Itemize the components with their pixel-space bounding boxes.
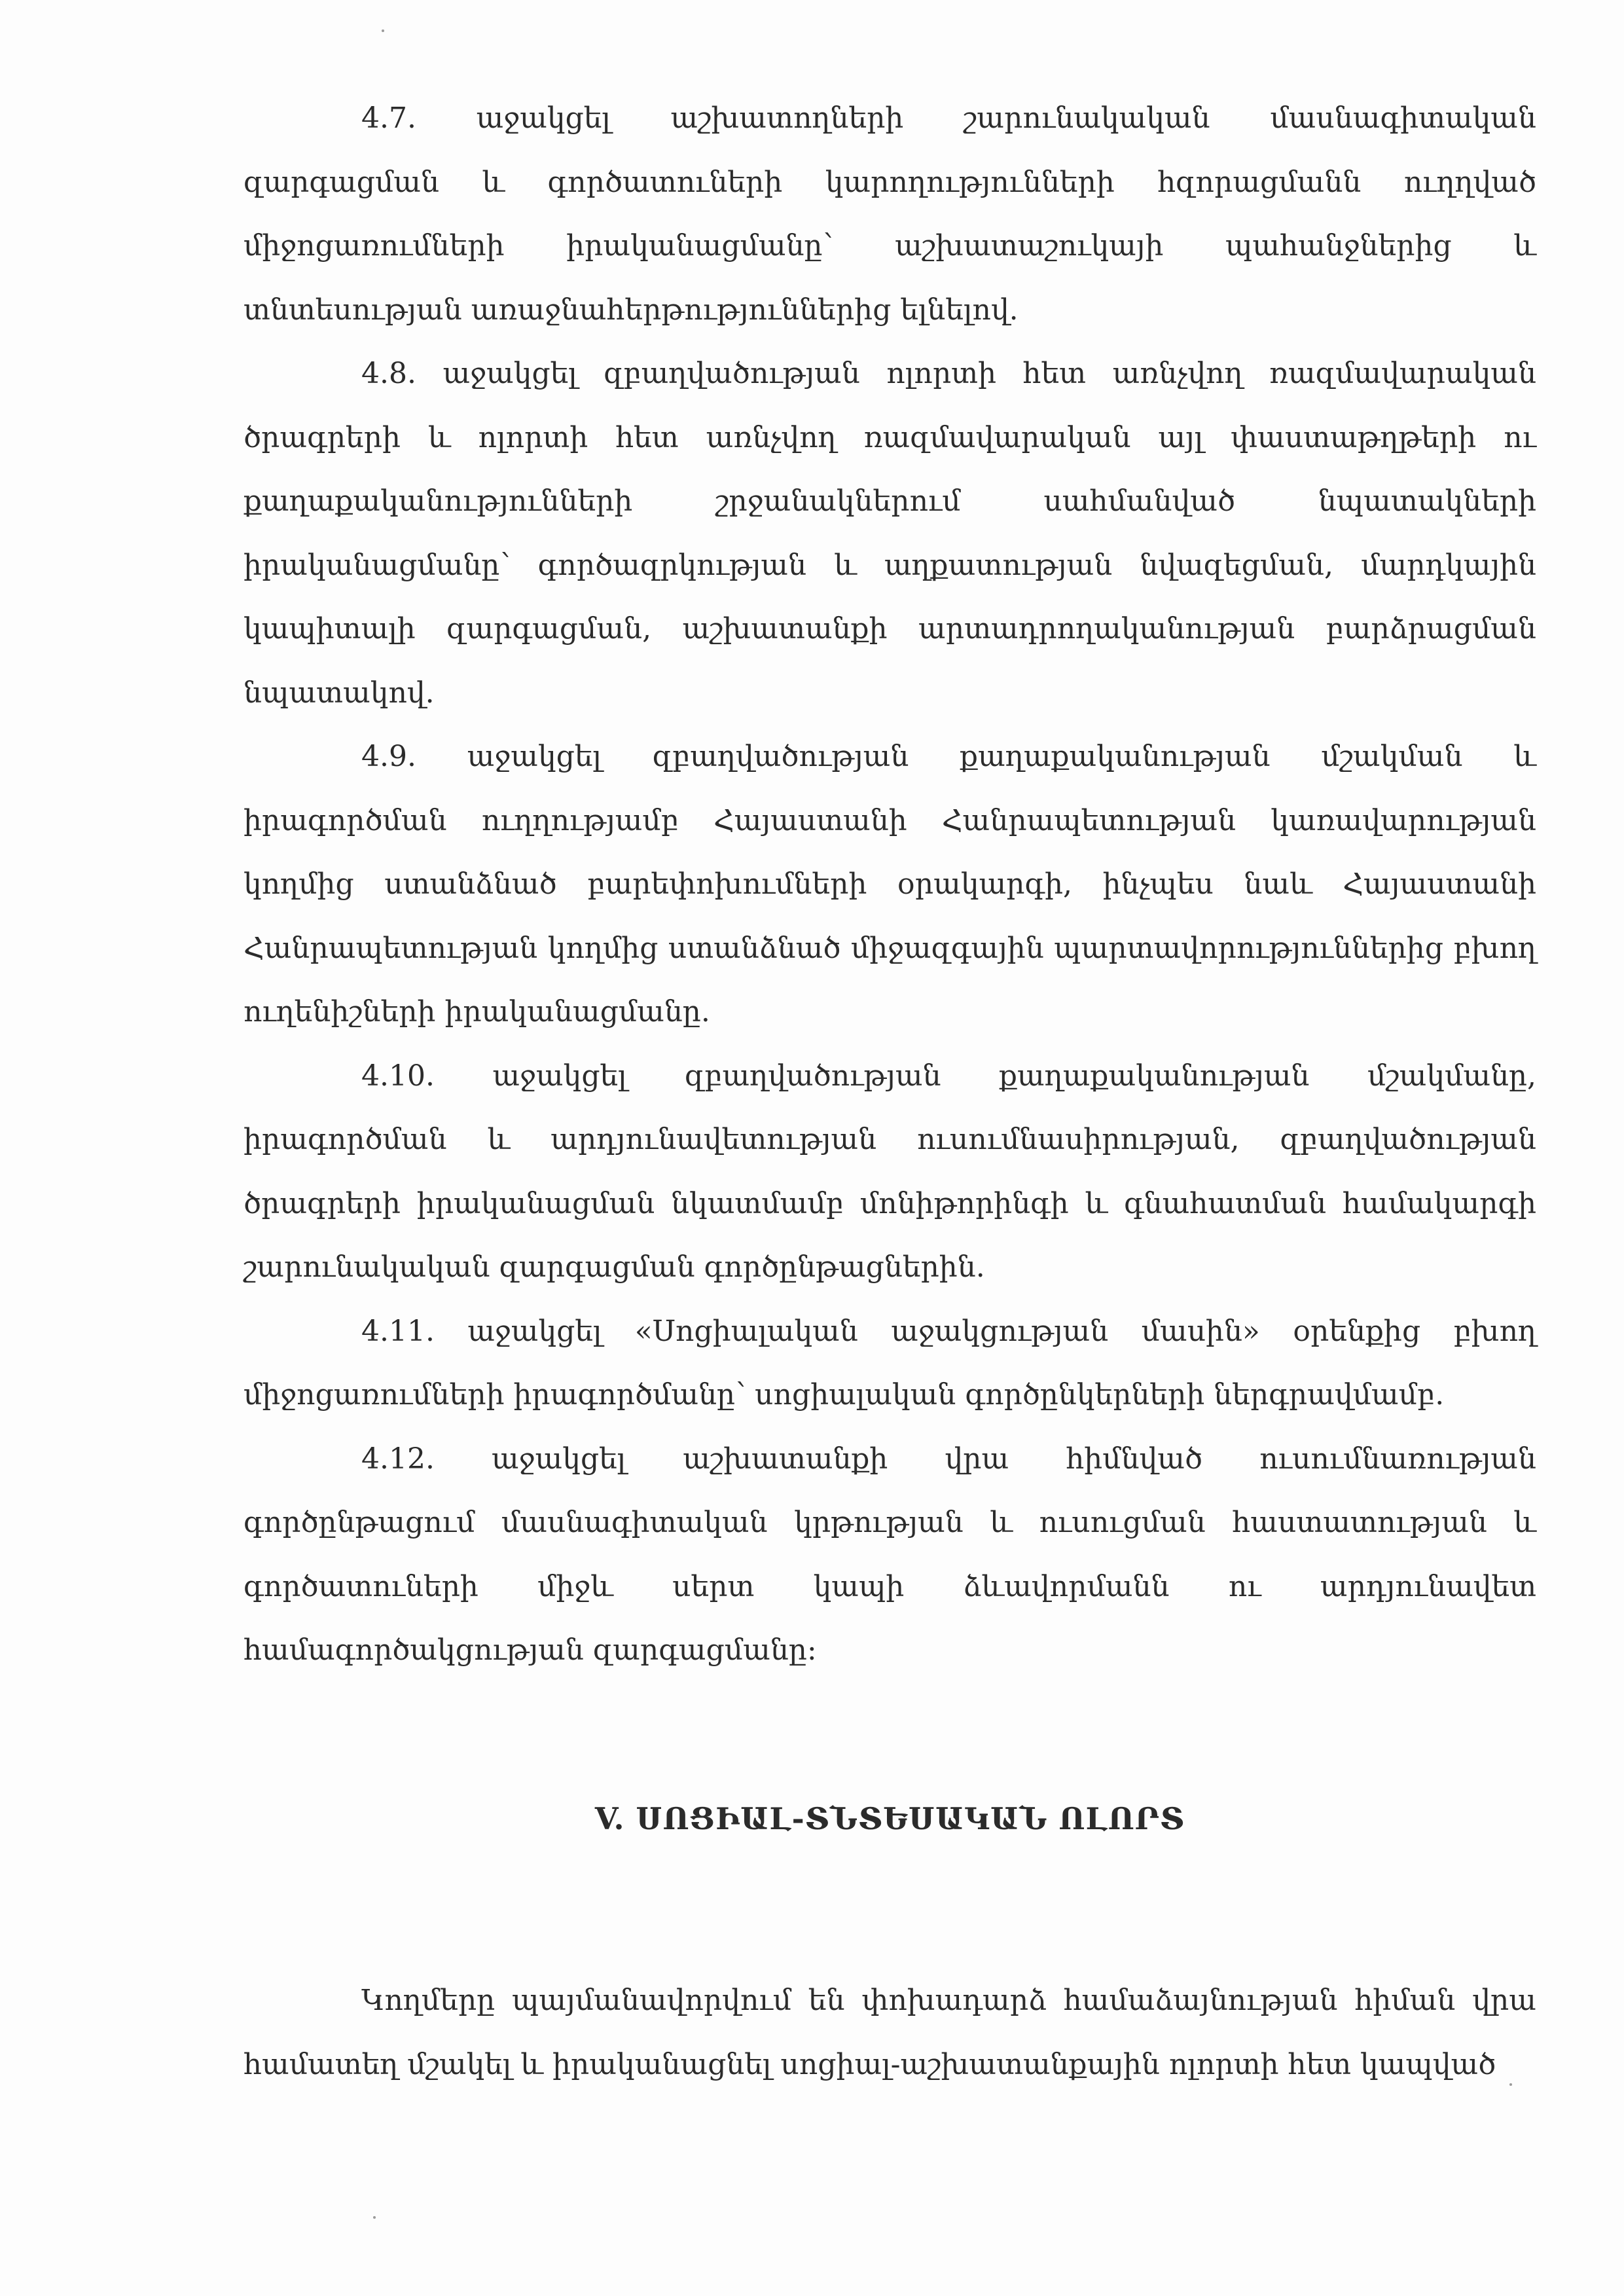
scan-speck [382, 29, 384, 32]
scan-speck [373, 2216, 376, 2219]
document-body [244, 86, 1536, 2096]
paragraph-4-7: 4.7. աջակցել աշխատողների շարունակական մասնագիտական զարգացման և գործատուների կարողությունների հզորացմանն ուղղված միջոցառումների իրականացմանը՝ աշխատաշուկայի պահանջներից և տնտեսության առաջնահերթություններից ելնելով. [244, 101, 1536, 327]
paragraph-4-8: 4.8. աջակցել զբաղվածության ոլորտի հետ առնչվող ռազմավարական ծրագրերի և ոլորտի հետ առնչվող ռազմավարական այլ փաստաթղթերի ու քաղաքականությունների շրջանակներում սահմանված նպատակների իրականացմանը՝ գործազրկության և աղքատության նվազեցման, մարդկային կապիտալի զարգացման, աշխատանքի արտադրողականության բարձրացման նպատակով. [244, 357, 1536, 710]
paragraph-4-12: 4.12. աջակցել աշխատանքի վրա հիմնված ուսումնառության գործընթացում մասնագիտական կրթության և ուսուցման հաստատության և գործատուների միջև սերտ կապի ձևավորմանն ու արդյունավետ համագործակցության զարգացմանը: [244, 1442, 1536, 1667]
paragraph-4-10: 4.10. աջակցել զբաղվածության քաղաքականության մշակմանը, իրագործման և արդյունավետության ուսումնասիրության, զբաղվածության ծրագրերի իրականացման նկատմամբ մոնիթորինգի և գնահատման համակարգի շարունակական զարգացման գործընթացներին. [244, 1059, 1536, 1284]
section-intro-paragraph: Կողմերը պայմանավորվում են փոխադարձ համաձայնության հիման վրա համատեղ մշակել և իրականացնել սոցիալ-աշխատանքային ոլորտի հետ կապված [244, 1984, 1536, 2081]
paragraph-4-11: 4.11. աջակցել «Սոցիալական աջակցության մասին» օրենքից բխող միջոցառումների իրագործմանը՝ սոցիալական գործընկերների ներգրավմամբ. [244, 1314, 1536, 1412]
paragraph-4-9: 4.9. աջակցել զբաղվածության քաղաքականության մշակման և իրագործման ուղղությամբ Հայաստանի Հանրապետության կառավարության կողմից ստանձնած բարեփոխումների օրակարգի, ինչպես նաև Հայաստանի Հանրապետության կողմից ստանձնած միջազգային պարտավորություններից բխող ուղենիշների իրականացմանը. [244, 740, 1536, 1029]
section-heading: V. ՍՈՑԻԱԼ-ՏՆՏԵՍԱԿԱՆ ՈԼՈՐՏ [594, 1800, 1185, 1836]
